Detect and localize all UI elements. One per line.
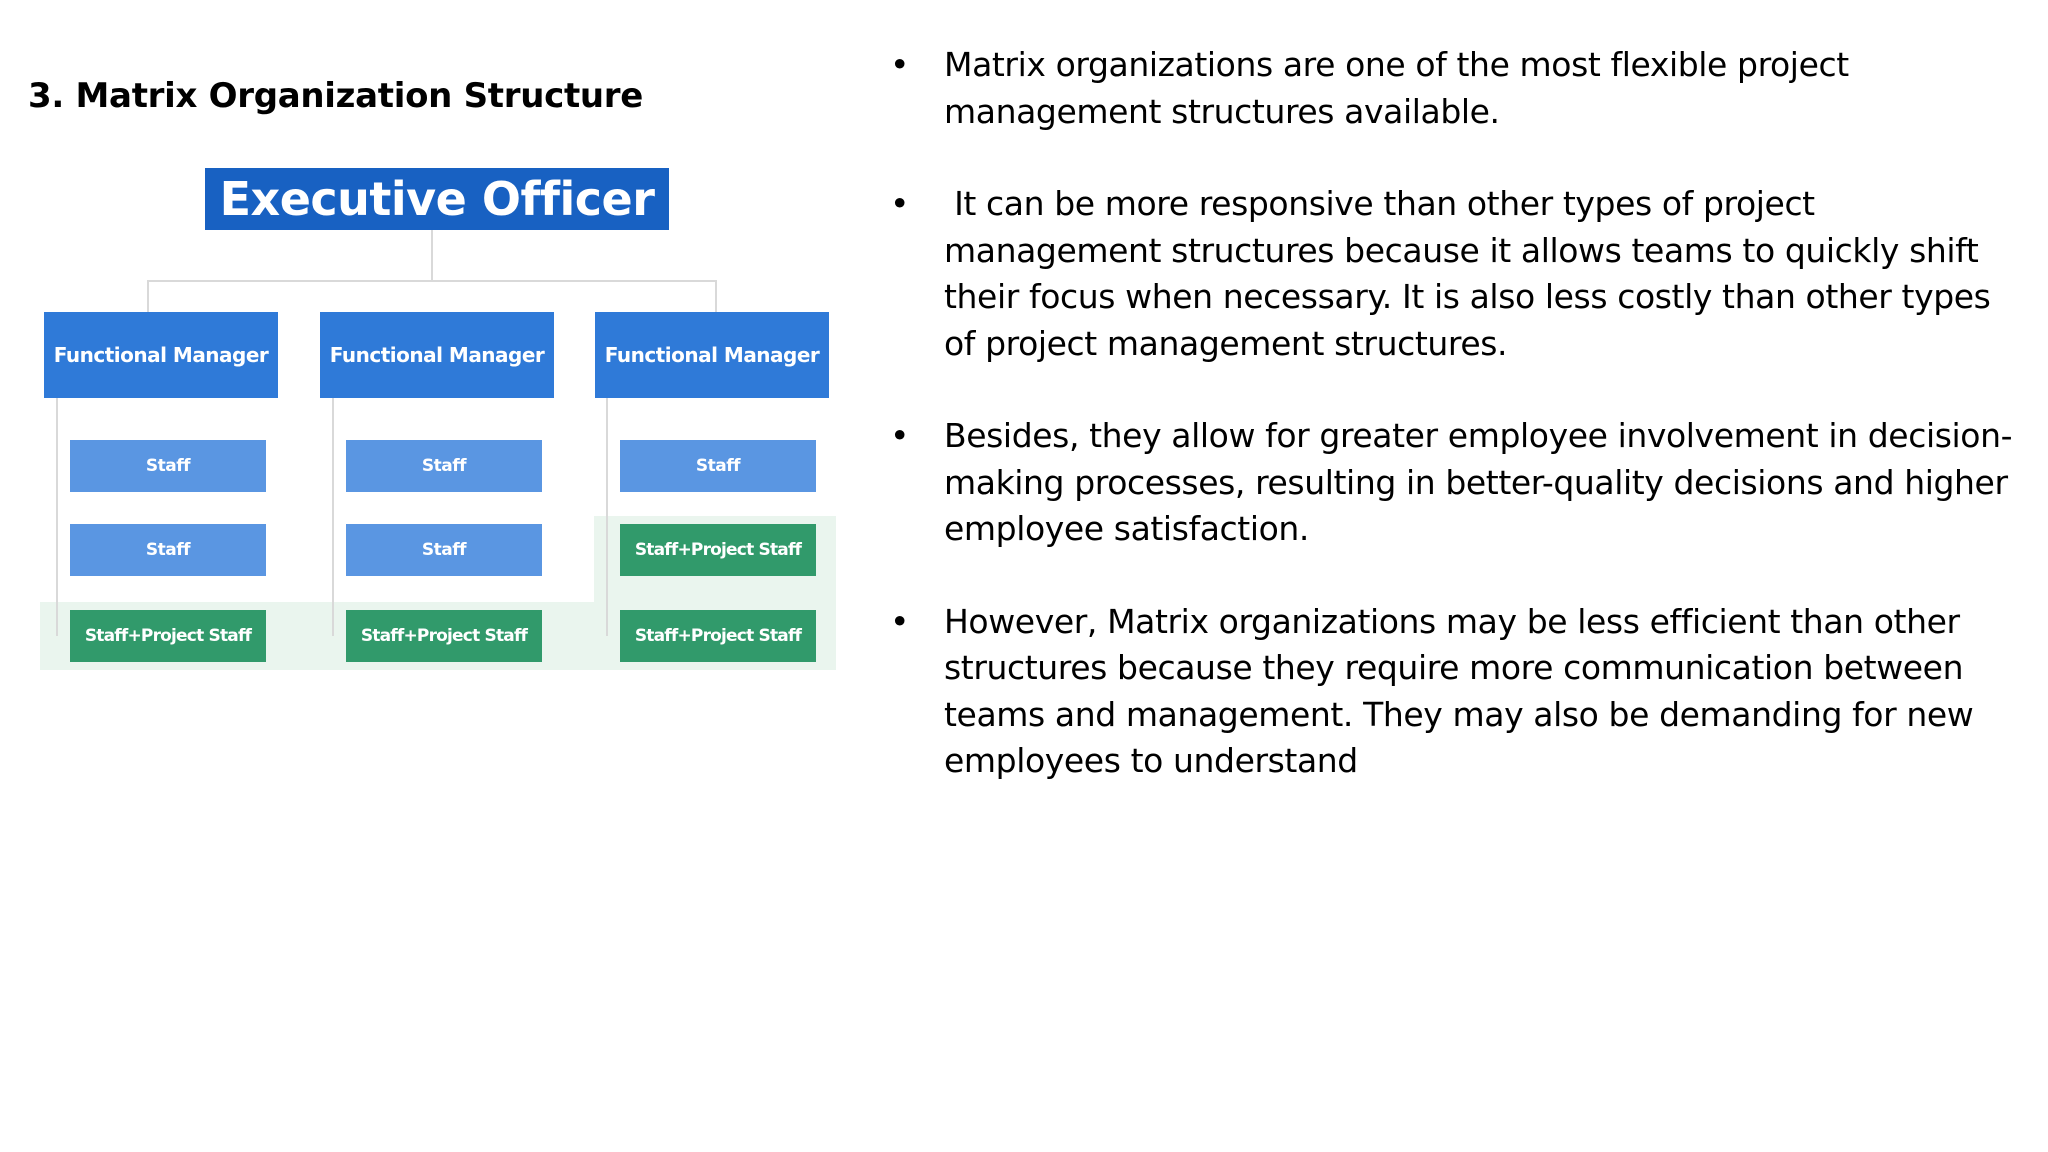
bullet-text: It can be more responsive than other types of project management structures because it allows teams to quickly shift their focus when necessary. It is also less costly than other types of project management structures.	[944, 184, 1991, 363]
staff-box: Staff	[70, 524, 266, 576]
project-staff-box: Staff+Project Staff	[620, 610, 816, 662]
staff-spine-2	[332, 396, 334, 636]
matrix-org-chart	[40, 160, 840, 680]
functional-manager-box: Functional Manager	[44, 312, 278, 398]
staff-box: Staff	[346, 440, 542, 492]
exec-connector	[431, 228, 433, 282]
bullet-dot: •	[890, 184, 910, 223]
staff-box: Staff	[70, 440, 266, 492]
bullet-dot: •	[890, 601, 910, 641]
executive-officer-box: Executive Officer	[205, 168, 669, 230]
staff-spine-3	[606, 396, 608, 636]
functional-manager-box: Functional Manager	[320, 312, 554, 398]
project-staff-box: Staff+Project Staff	[70, 610, 266, 662]
bullet-text: Matrix organizations are one of the most flexible project management structures available.	[944, 45, 1849, 131]
bullet-item	[890, 413, 2020, 553]
horizontal-connector	[147, 280, 717, 282]
staff-box: Staff	[620, 440, 816, 492]
slide-title: 3. Matrix Organization Structure	[28, 76, 644, 116]
bullet-text: Besides, they allow for greater employee involvement in decision-making processes, resulting in better-quality decisions and higher employee satisfaction.	[944, 416, 2013, 548]
bullet-item	[890, 181, 2020, 367]
staff-box: Staff	[346, 524, 542, 576]
project-staff-box: Staff+Project Staff	[620, 524, 816, 576]
bullet-dot: •	[890, 45, 910, 84]
bullet-list	[890, 42, 2020, 785]
functional-manager-box: Functional Manager	[595, 312, 829, 398]
staff-spine-1	[56, 396, 58, 636]
bullet-dot: •	[890, 416, 910, 455]
bullet-item	[890, 599, 2020, 785]
project-staff-box: Staff+Project Staff	[346, 610, 542, 662]
bullet-text: However, Matrix organizations may be less efficient than other structures because they require more communication between teams and management. They may also be demanding for new employees to understand	[944, 601, 1974, 780]
bullet-item	[890, 42, 2020, 135]
manager-drop-3	[715, 280, 717, 312]
manager-drop-1	[147, 280, 149, 312]
